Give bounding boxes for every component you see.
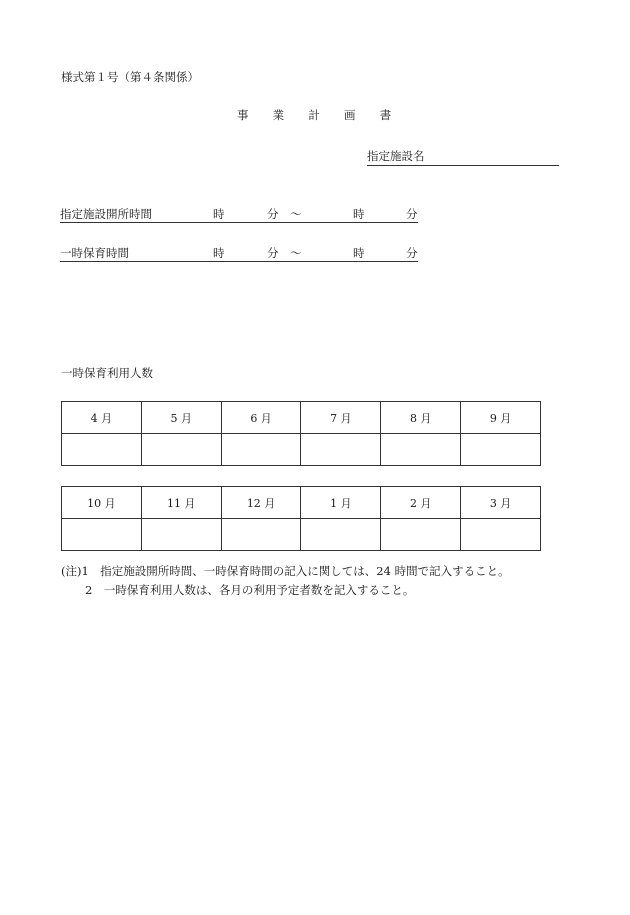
month-header: 2 月 <box>381 487 461 519</box>
count-cell[interactable] <box>221 519 301 551</box>
count-cell[interactable] <box>62 434 142 466</box>
range-tilde: 〜 <box>290 246 302 260</box>
month-header: 3 月 <box>461 487 541 519</box>
facility-name-label: 指定施設名 <box>367 149 425 163</box>
count-cell[interactable] <box>221 434 301 466</box>
usage-table-oct-mar <box>61 486 541 551</box>
title-char: 事 <box>237 108 249 122</box>
table-row <box>62 402 541 434</box>
end-hour-unit: 時 <box>353 246 365 260</box>
month-header: 12 月 <box>221 487 301 519</box>
count-cell[interactable] <box>301 519 381 551</box>
month-header: 9 月 <box>461 402 541 434</box>
count-cell[interactable] <box>141 519 221 551</box>
month-header: 6 月 <box>221 402 301 434</box>
table-row <box>62 434 541 466</box>
table-row <box>62 519 541 551</box>
count-cell[interactable] <box>381 519 461 551</box>
opening-hours-label: 指定施設開所時間 <box>60 207 152 221</box>
start-hour-unit: 時 <box>213 207 225 221</box>
end-minute-unit: 分 <box>406 246 418 260</box>
count-cell[interactable] <box>141 434 221 466</box>
title-char: 計 <box>308 108 320 122</box>
range-tilde: 〜 <box>290 207 302 221</box>
note-usage-count: 2 一時保育利用人数は、各月の利用予定者数を記入すること。 <box>85 583 415 597</box>
temporary-care-hours-label: 一時保育時間 <box>60 246 129 260</box>
month-header: 5 月 <box>141 402 221 434</box>
count-cell[interactable] <box>381 434 461 466</box>
count-cell[interactable] <box>461 519 541 551</box>
month-header: 10 月 <box>62 487 142 519</box>
start-minute-unit: 分 <box>267 207 279 221</box>
table-row <box>62 487 541 519</box>
usage-count-label: 一時保育利用人数 <box>61 366 153 380</box>
title-char: 書 <box>379 108 392 122</box>
month-header: 11 月 <box>141 487 221 519</box>
count-cell[interactable] <box>62 519 142 551</box>
form-number: 様式第１号（第４条関係） <box>61 70 199 84</box>
opening-hours-row[interactable] <box>60 206 418 223</box>
usage-table-apr-sep <box>61 401 541 466</box>
document-title <box>237 107 412 123</box>
facility-name-field[interactable] <box>367 148 559 166</box>
month-header: 4 月 <box>62 402 142 434</box>
start-minute-unit: 分 <box>267 246 279 260</box>
end-hour-unit: 時 <box>353 207 365 221</box>
month-header: 8 月 <box>381 402 461 434</box>
end-minute-unit: 分 <box>406 207 418 221</box>
count-cell[interactable] <box>301 434 381 466</box>
temporary-care-hours-row[interactable] <box>60 245 418 262</box>
start-hour-unit: 時 <box>213 246 225 260</box>
title-char: 業 <box>272 108 285 122</box>
month-header: 1 月 <box>301 487 381 519</box>
title-char: 画 <box>343 108 356 122</box>
note-hours-format: (注)1 指定施設開所時間、一時保育時間の記入に関しては、24 時間で記入すること。 <box>61 564 510 578</box>
count-cell[interactable] <box>461 434 541 466</box>
month-header: 7 月 <box>301 402 381 434</box>
